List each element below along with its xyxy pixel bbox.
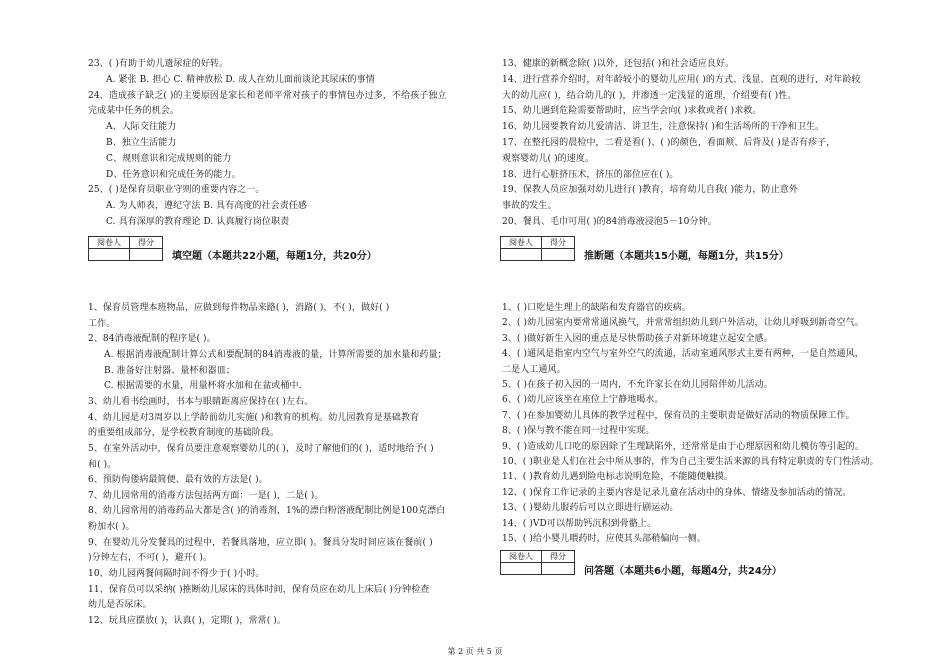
score-cell [542, 563, 575, 575]
text-line: 19、保教人员应加强对幼儿进行( )教育，培育幼儿自我( )能力，防止意外 [502, 185, 798, 196]
text-line: 1、( )口吃是生理上的缺陷和发育器官的疾病。 [502, 303, 691, 313]
score-box-judge [500, 236, 575, 261]
text-line: 14、进行营养介绍时，对年龄较小的婴幼儿应用( )的方式、浅显、直观的进行，对年龄较 [502, 74, 861, 85]
text-line: 5、( )在孩子初入园的一周内，不允许家长在幼儿园陪伴幼儿活动。 [502, 380, 773, 390]
text-line: C. 根据需要的水量，用量杯将水加和在盆或桶中. [104, 381, 302, 392]
text-line: 11、( )教育幼儿遇到险电标志说明危险，不能随便触摸。 [502, 472, 734, 483]
text-line: 20、餐具、毛巾可用( )的84消毒液浸泡5－10分钟。 [502, 217, 717, 227]
text-line: 9、( )造成幼儿口吃的原因除了生理缺陷外，还常常是由于心理原因和幼儿模仿等引起的。 [502, 441, 864, 452]
text-line: 13、健康的新概念除( )以外，还包括( )和社会适应良好。 [502, 59, 735, 69]
text-line: 4、( )通风是指室内空气与室外空气的流通，活动室通风形式主要有两种，一是自然通风， [502, 349, 864, 360]
text-line: B. 准备好注射器、量杯和器皿； [104, 365, 235, 376]
text-line: 10、幼儿园两餐间隔时间不得少于( )小时。 [88, 569, 265, 580]
text-line: 观察婴幼儿( )的速度。 [502, 153, 595, 164]
score-cell [130, 249, 163, 261]
text-line: 的重要组成部分，是学校教育制度的基础阶段。 [88, 428, 280, 439]
section-title-qa: 问答题（本题共6小题，每题4分，共24分） [584, 566, 782, 577]
grader-cell [501, 249, 542, 261]
text-line: A. 为人师表，遵纪守法 B. 具有高度的社会责任感 [106, 201, 308, 212]
text-line: 18、进行心脏挤压术，挤压的部位应在( )。 [502, 169, 679, 180]
text-line: 2、84消毒液配制的程序是( )。 [88, 334, 216, 345]
text-line: 5、在室外活动中，保育员要注意观察婴幼儿的( )，及时了解他们的( )，适时地给予( ) [88, 443, 434, 454]
text-line: 1、保育员管理本班物品，应做到每件物品来路( )，消路( )，不( )，做好( ) [88, 303, 390, 313]
text-line: 3、幼儿看书绘画时，书本与眼睛距离应保持在( )左右。 [88, 396, 314, 407]
text-line: 13、( )婴幼儿服药后可以立即进行剧运动。 [502, 503, 679, 514]
text-line: 7、( )在参加婴幼儿具体的教学过程中，保育员的主要职责是做好活动的物质保障工作。 [502, 410, 855, 421]
text-line: 25、( )是保育员职业守则的重要内容之一。 [88, 185, 265, 196]
text-line: 17、在整托园的晨检中，二看是看( )、( )的颜色，看面颊、后背及( )是否有疹子， [502, 138, 836, 148]
text-line: A. 根据消毒液配制计算公式和要配制的84消毒液的量，计算所需要的加水量和药量； [104, 349, 447, 360]
text-line: A. 紧张 B. 担心 C. 精神放松 D. 成人在幼儿面前谈论其尿床的事情 [106, 74, 375, 85]
text-line: 工作。 [88, 318, 116, 329]
text-line: 14、( )VD可以帮助钙沉积到骨骼上。 [502, 518, 657, 529]
score-cell [542, 249, 575, 261]
text-line: A、人际交往能力 [106, 122, 177, 133]
score-label: 得分 [542, 237, 575, 249]
grader-label: 阅卷人 [501, 237, 542, 249]
section-title-judge: 推断题（本题共15小题，每题1分，共15分） [584, 251, 789, 262]
text-line: 4、幼儿园是对3周岁以上学龄前幼儿实施( )和教育的机构。幼儿园教育是基础教育 [88, 412, 420, 423]
section-title-fill: 填空题（本题共22小题，每题1分，共20分） [172, 251, 377, 262]
text-line: 和( )。 [88, 459, 117, 470]
text-line: 23、( )有助于幼儿遗尿症的好转。 [88, 59, 229, 69]
text-line: 12、( )保育工作记录的主要内容是记录儿童在活动中的身体、情绪及参加活动的情况。 [502, 487, 852, 498]
text-line: 6、预防佝偻病最简便、最有效的方法是( )。 [88, 475, 268, 486]
text-line: C. 具有深厚的教育理论 D. 认真履行岗位职责 [106, 217, 290, 227]
page-footer: 第 2 页 共 5 页 [447, 647, 503, 656]
text-line: 2、( )幼儿园室内要常常通风换气，并常常组织幼儿到户外活动，让幼儿呼吸到新奇空气。 [502, 318, 864, 329]
text-line: 幼儿是否尿床。 [88, 600, 152, 611]
score-label: 得分 [542, 551, 575, 563]
score-label: 得分 [130, 237, 163, 249]
grader-cell [89, 249, 130, 261]
grader-label: 阅卷人 [501, 551, 542, 563]
text-line: 12、玩具应摆放( )，认真( )，定期( )，常常( )。 [88, 616, 286, 626]
text-line: 7、幼儿园常用的消毒方法包括两方面：一是( )，二是( )。 [88, 490, 324, 501]
score-box-fill [88, 236, 163, 261]
text-line: 大的幼儿应( )，结合幼儿的( )，并渗透一定浅显的道理，介绍要有( )性。 [502, 90, 797, 101]
text-line: 完成某中任务的机会。 [88, 106, 180, 117]
grader-cell [501, 563, 542, 575]
text-line: 16、幼儿园要教育幼儿爱清洁、讲卫生，注意保持( )和生活场所的干净和卫生。 [502, 122, 825, 133]
text-line: 事故的发生。 [502, 201, 557, 212]
score-box-qa [500, 550, 575, 575]
text-line: 9、在婴幼儿分发餐具的过程中，若餐具落地，应立即( )。餐具分发时间应该在餐前( ) [88, 537, 433, 548]
text-line: 6、( )幼儿应该坐在座位上宁静地喝水。 [502, 395, 664, 406]
text-line: 15、( )给小婴儿喂药时，应使其头部稍偏向一侧。 [502, 534, 706, 544]
text-line: B、独立生活能力 [106, 138, 177, 148]
text-line: 8、( )保与教不能在同一过程中实现。 [502, 426, 655, 437]
text-line: 8、幼儿园常用的消毒药品大都是含( )的消毒剂，1%的漂白粉溶液配制比例是100克漂白 [88, 506, 446, 517]
grader-label: 阅卷人 [89, 237, 130, 249]
text-line: 粉加水( )。 [88, 522, 135, 533]
text-line: C、规则意识和完成规则的能力 [106, 153, 232, 164]
text-line: 11、保育员可以采纳( )推断幼儿尿床的具体时间，保育员应在幼儿上床后( )分钟检查 [88, 584, 430, 595]
text-line: 10、( )职业是人们在社会中所从事的，作为自己主要生活来源的具有特定职责的专门性活动。 [502, 457, 879, 467]
text-line: 24、造成孩子缺乏( )的主要原因是家长和老师平常对孩子的事情包办过多，不给孩子独立 [88, 90, 447, 101]
text-line: 二是人工通风。 [502, 364, 566, 375]
text-line: D、任务意识和完成任务的能力。 [106, 169, 241, 180]
text-line: 15、幼儿遇到危险需要帮助时，应当学会向( )求救或者( )求救。 [502, 106, 762, 117]
text-line: )分钟左右，不可( )，避开( )。 [88, 553, 213, 564]
text-line: 3、( )做好新生入园的重点是尽快帮助孩子对新环境建立起安全感。 [502, 333, 773, 344]
